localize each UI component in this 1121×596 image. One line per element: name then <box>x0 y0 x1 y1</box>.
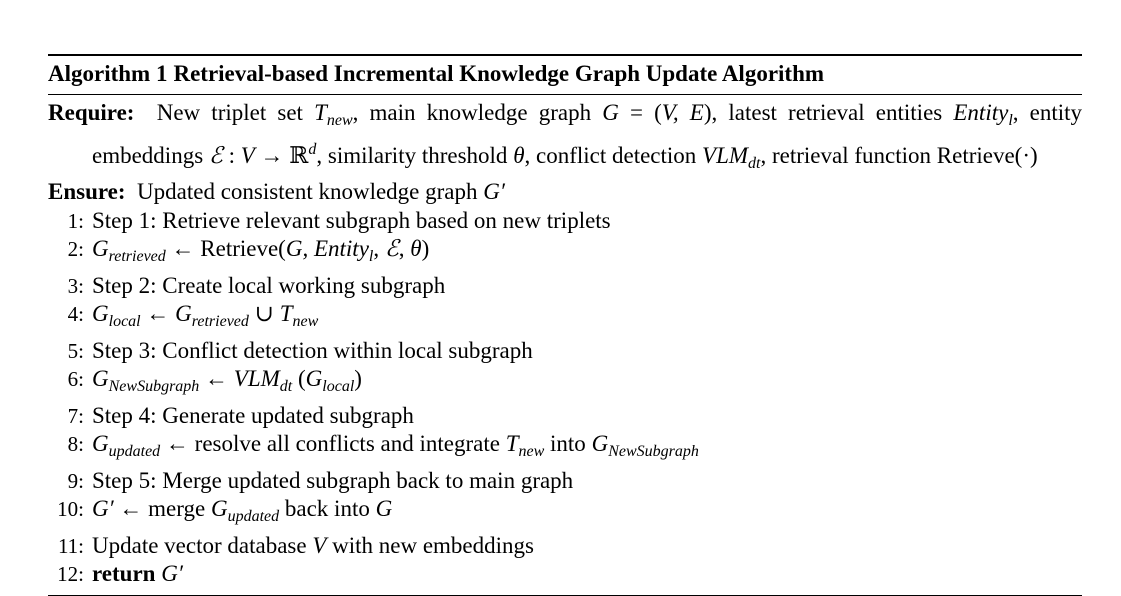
line-number: 4: <box>67 302 84 326</box>
require-text-1: New triplet set <box>156 100 303 125</box>
algorithm-line: 12: return G′ <box>48 560 1082 589</box>
ensure-text: Updated consistent knowledge graph <box>137 179 478 204</box>
line-number: 3: <box>67 273 84 298</box>
line-text: merge <box>148 496 206 521</box>
require-keyword: Require: <box>48 100 135 125</box>
line-text: back into <box>284 496 370 521</box>
line-number: 8: <box>67 432 84 456</box>
line-number: 1: <box>67 208 84 233</box>
algorithm-line: 4: $G_{local}$ ← $G_{retrieved}$ ∪ $T_{new}$ <box>48 300 1082 337</box>
algorithm-line: 11: Update vector database V with new embeddings <box>48 532 1082 561</box>
require-text-5: entity embeddings <box>92 100 1083 168</box>
line-number: 12: <box>57 562 84 586</box>
algorithm-line <box>48 207 1082 236</box>
algorithm-line: 10: G′ ← merge $G_{updated}$ back into G <box>48 495 1082 532</box>
algorithm-body <box>48 95 1082 589</box>
line-number: 10: <box>57 497 84 521</box>
line-number: 5: <box>67 338 84 363</box>
algorithm-line: 6: $G_{NewSubgraph}$ ← $VLM_{dt}$ $(G_{local})$ <box>48 365 1082 402</box>
algorithm-line <box>48 337 1082 366</box>
ensure-clause: Ensure: Updated consistent knowledge graph G′ <box>48 179 505 204</box>
algorithm-line <box>48 467 1082 496</box>
line-text: Step 5: Merge updated subgraph back to main graph <box>92 467 574 493</box>
require-text-3: , latest retrieval entities <box>711 100 943 125</box>
require-text-7: , conflict detection <box>524 142 697 168</box>
require-text-2: , main knowledge graph <box>352 100 592 125</box>
line-text: into <box>550 431 586 456</box>
line-number: 6: <box>67 367 84 391</box>
line-number: 11: <box>57 533 84 558</box>
algorithm-title <box>48 56 1082 88</box>
algorithm-block <box>48 54 1082 596</box>
require-text-9: function <box>854 142 932 168</box>
line-text: Step 1: Retrieve relevant subgraph based on new triplets <box>92 207 611 233</box>
algorithm-line <box>48 272 1082 301</box>
line-number: 9: <box>67 468 84 493</box>
line-text: Step 4: Generate updated subgraph <box>92 402 414 428</box>
line-text: Update vector database <box>92 532 307 558</box>
line-number: 2: <box>67 237 84 261</box>
line-text: Step 2: Create local working subgraph <box>92 272 446 298</box>
algorithm-line <box>48 402 1082 431</box>
algorithm-title-text: Retrieval-based Incremental Knowledge Graph Update Algorithm <box>173 61 825 86</box>
bottom-rule <box>48 595 1082 596</box>
algorithm-line: 2: $G_{retrieved}$ ← Retrieve(G, Entity$_l$, ℰ, θ) <box>48 235 1082 272</box>
algorithm-label: Algorithm 1 <box>48 61 168 86</box>
require-text-6: , similarity threshold <box>316 142 508 168</box>
require-clause: Require: New triplet set $T_{new}$, main knowledge graph G = (V, E), latest retrieval entities Entity$_l$, entity embeddings ℰ : V → ℝ$^d$, similarity threshold θ, conflict detection $VLM_{dt}$, retrieval function Retrieve(·) <box>48 100 1083 172</box>
require-text-4: , <box>1012 100 1019 125</box>
line-number: 7: <box>67 403 84 428</box>
return-keyword: return <box>92 561 156 586</box>
require-text-8: , retrieval <box>760 142 849 168</box>
line-text: resolve all conflicts and integrate <box>194 431 500 456</box>
ensure-keyword: Ensure: <box>48 179 126 204</box>
algorithm-line: 8: $G_{updated}$ ← resolve all conflicts and integrate $T_{new}$ into $G_{NewSubgraph}$ <box>48 430 1082 467</box>
line-text: Step 3: Conflict detection within local subgraph <box>92 337 533 363</box>
line-text: with new embeddings <box>332 532 534 558</box>
